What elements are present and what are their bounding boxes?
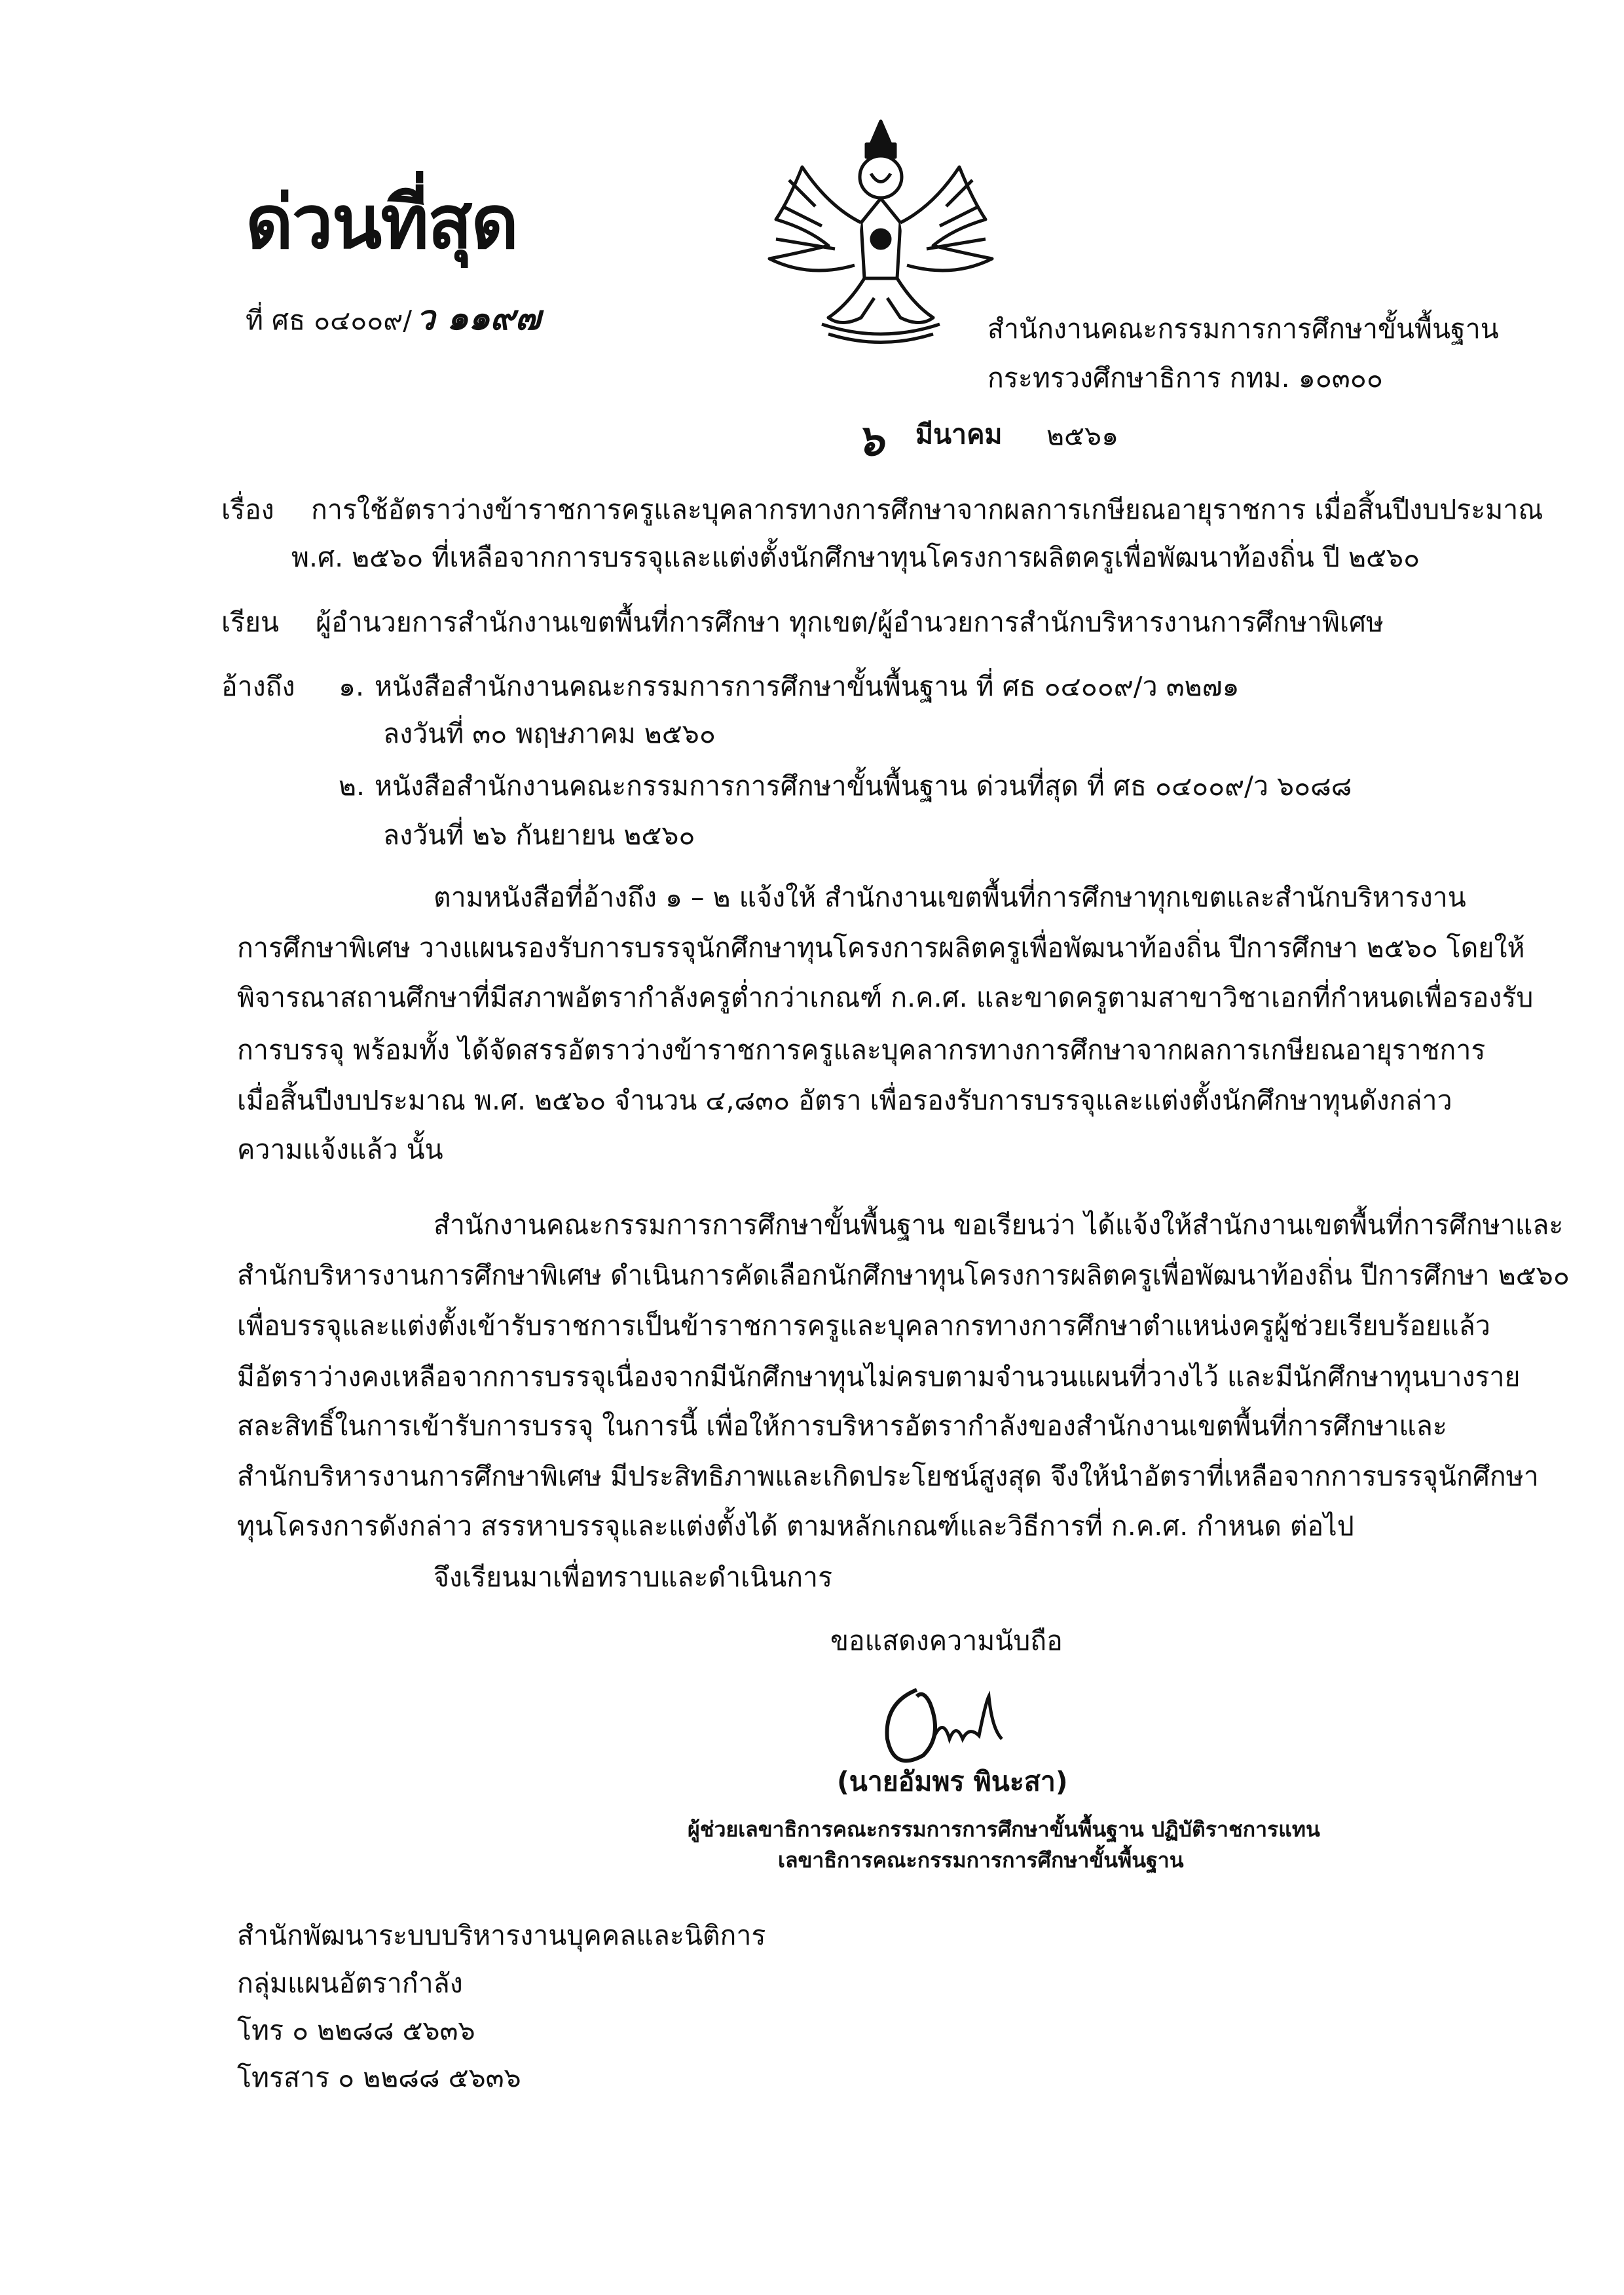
paragraph-line: การบรรจุ พร้อมทั้ง ได้จัดสรรอัตราว่างข้าราชการครูและบุคลากรทางการศึกษาจากผลการเกษียณอายุราชการ [237, 1034, 1486, 1066]
paragraph-line: พิจารณาสถานศึกษาที่มีสภาพอัตรากำลังครูต่ำกว่าเกณฑ์ ก.ค.ศ. และขาดครูตามสาขาวิชาเอกที่กำหนดเพื่อรองรับ [237, 982, 1534, 1013]
reference-item-text: หนังสือสำนักงานคณะกรรมการการศึกษาขั้นพื้นฐาน ด่วนที่สุด ที่ ศธ ๐๔๐๐๙/ว ๖๐๘๘ [375, 770, 1352, 802]
paragraph-line: สำนักบริหารงานการศึกษาพิเศษ ดำเนินการคัดเลือกนักศึกษาทุนโครงการผลิตครูเพื่อพัฒนาท้องถิ่น ปีการศึกษา ๒๕๖๐ [237, 1259, 1570, 1291]
footer-department: สำนักพัฒนาระบบบริหารงานบุคคลและนิติการ [237, 1920, 766, 1951]
addressee-text: ผู้อำนวยการสำนักงานเขตพื้นที่การศึกษา ทุกเขต/ผู้อำนวยการสำนักบริหารงานการศึกษาพิเศษ [316, 606, 1384, 638]
regards-text: ขอแสดงความนับถือ [830, 1625, 1063, 1656]
footer-group: กลุ่มแผนอัตรากำลัง [237, 1968, 463, 1999]
footer-fax: โทรสาร ๐ ๒๒๘๘ ๕๖๓๖ [237, 2062, 521, 2093]
paragraph-line: มีอัตราว่างคงเหลือจากการบรรจุเนื่องจากมีนักศึกษาทุนไม่ครบตามจำนวนแผนที่วางไว้ และมีนักศึกษาทุนบางราย [237, 1361, 1521, 1392]
reference-number [246, 299, 541, 338]
urgency-stamp: ด่วนที่สุด [246, 180, 518, 265]
paragraph-line: การศึกษาพิเศษ วางแผนรองรับการบรรจุนักศึกษาทุนโครงการผลิตครูเพื่อพัฒนาท้องถิ่น ปีการศึกษา ๒๕๖๐ โดยให้ [237, 932, 1525, 963]
subject-line: การใช้อัตราว่างข้าราชการครูและบุคลากรทางการศึกษาจากผลการเกษียณอายุราชการ เมื่อสิ้นปีงบประมาณ [311, 494, 1543, 525]
signer-name: (นายอัมพร พินะสา) [837, 1766, 1068, 1797]
office-address: กระทรวงศึกษาธิการ กทม. ๑๐๓๐๐ [987, 362, 1383, 394]
office-name: สำนักงานคณะกรรมการการศึกษาขั้นพื้นฐาน [987, 313, 1499, 345]
paragraph-line: สำนักบริหารงานการศึกษาพิเศษ มีประสิทธิภาพและเกิดประโยชน์สูงสุด จึงให้นำอัตราที่เหลือจากการบรรจุนักศึกษา [237, 1461, 1539, 1492]
reference-item-date: ลงวันที่ ๒๖ กันยายน ๒๕๖๐ [383, 819, 695, 851]
paragraph-line: สำนักงานคณะกรรมการการศึกษาขั้นพื้นฐาน ขอเรียนว่า ได้แจ้งให้สำนักงานเขตพื้นที่การศึกษาและ [434, 1209, 1564, 1241]
paragraph-line: ตามหนังสือที่อ้างถึง ๑ – ๒ แจ้งให้ สำนักงานเขตพื้นที่การศึกษาทุกเขตและสำนักบริหารงาน [434, 882, 1466, 913]
signer-position: ผู้ช่วยเลขาธิการคณะกรรมการการศึกษาขั้นพื้นฐาน ปฏิบัติราชการแทน [688, 1817, 1320, 1842]
subject-line: พ.ศ. ๒๕๖๐ ที่เหลือจากการบรรจุและแต่งตั้งนักศึกษาทุนโครงการผลิตครูเพื่อพัฒนาท้องถิ่น ปี ๒๕๖๐ [291, 542, 1420, 573]
addressee-label: เรียน [221, 606, 280, 638]
references-label: อ้างถึง [221, 671, 295, 702]
reference-prefix: ที่ ศธ ๐๔๐๐๙/ [246, 305, 413, 336]
paragraph-line: เมื่อสิ้นปีงบประมาณ พ.ศ. ๒๕๖๐ จำนวน ๔,๘๓๐ อัตรา เพื่อรองรับการบรรจุและแต่งตั้งนักศึกษาทุนดังกล่าว [237, 1085, 1452, 1116]
reference-item-number: ๑. [339, 671, 365, 702]
paragraph-line: สละสิทธิ์ในการเข้ารับการบรรจุ ในการนี้ เพื่อให้การบริหารอัตรากำลังของสำนักงานเขตพื้นที่การศึกษาและ [237, 1410, 1447, 1442]
closing-line: จึงเรียนมาเพื่อทราบและดำเนินการ [434, 1561, 833, 1593]
signer-position: เลขาธิการคณะกรรมการการศึกษาขั้นพื้นฐาน [778, 1848, 1184, 1873]
subject-label: เรื่อง [221, 494, 274, 525]
footer-phone: โทร ๐ ๒๒๘๘ ๕๖๓๖ [237, 2015, 475, 2046]
paragraph-line: ทุนโครงการดังกล่าว สรรหาบรรจุและแต่งตั้งได้ ตามหลักเกณฑ์และวิธีการที่ ก.ค.ศ. กำหนด ต่อไป [237, 1510, 1354, 1542]
date-day: ๖ [857, 415, 884, 466]
garuda-emblem-icon [750, 108, 1012, 350]
reference-item-number: ๒. [339, 770, 365, 802]
signature-image [871, 1677, 1080, 1778]
reference-item-text: หนังสือสำนักงานคณะกรรมการการศึกษาขั้นพื้นฐาน ที่ ศธ ๐๔๐๐๙/ว ๓๒๗๑ [375, 671, 1240, 702]
paragraph-line: ความแจ้งแล้ว นั้น [237, 1134, 443, 1165]
paragraph-line: เพื่อบรรจุและแต่งตั้งเข้ารับราชการเป็นข้าราชการครูและบุคลากรทางการศึกษาตำแหน่งครูผู้ช่วยเรียบร้อยแล้ว [237, 1310, 1490, 1341]
reference-handwritten: ว ๑๑๙๗ [416, 299, 541, 338]
date-year: ๒๕๖๑ [1046, 420, 1119, 451]
reference-item-date: ลงวันที่ ๓๐ พฤษภาคม ๒๕๖๐ [383, 718, 716, 749]
date-month: มีนาคม [915, 419, 1003, 450]
